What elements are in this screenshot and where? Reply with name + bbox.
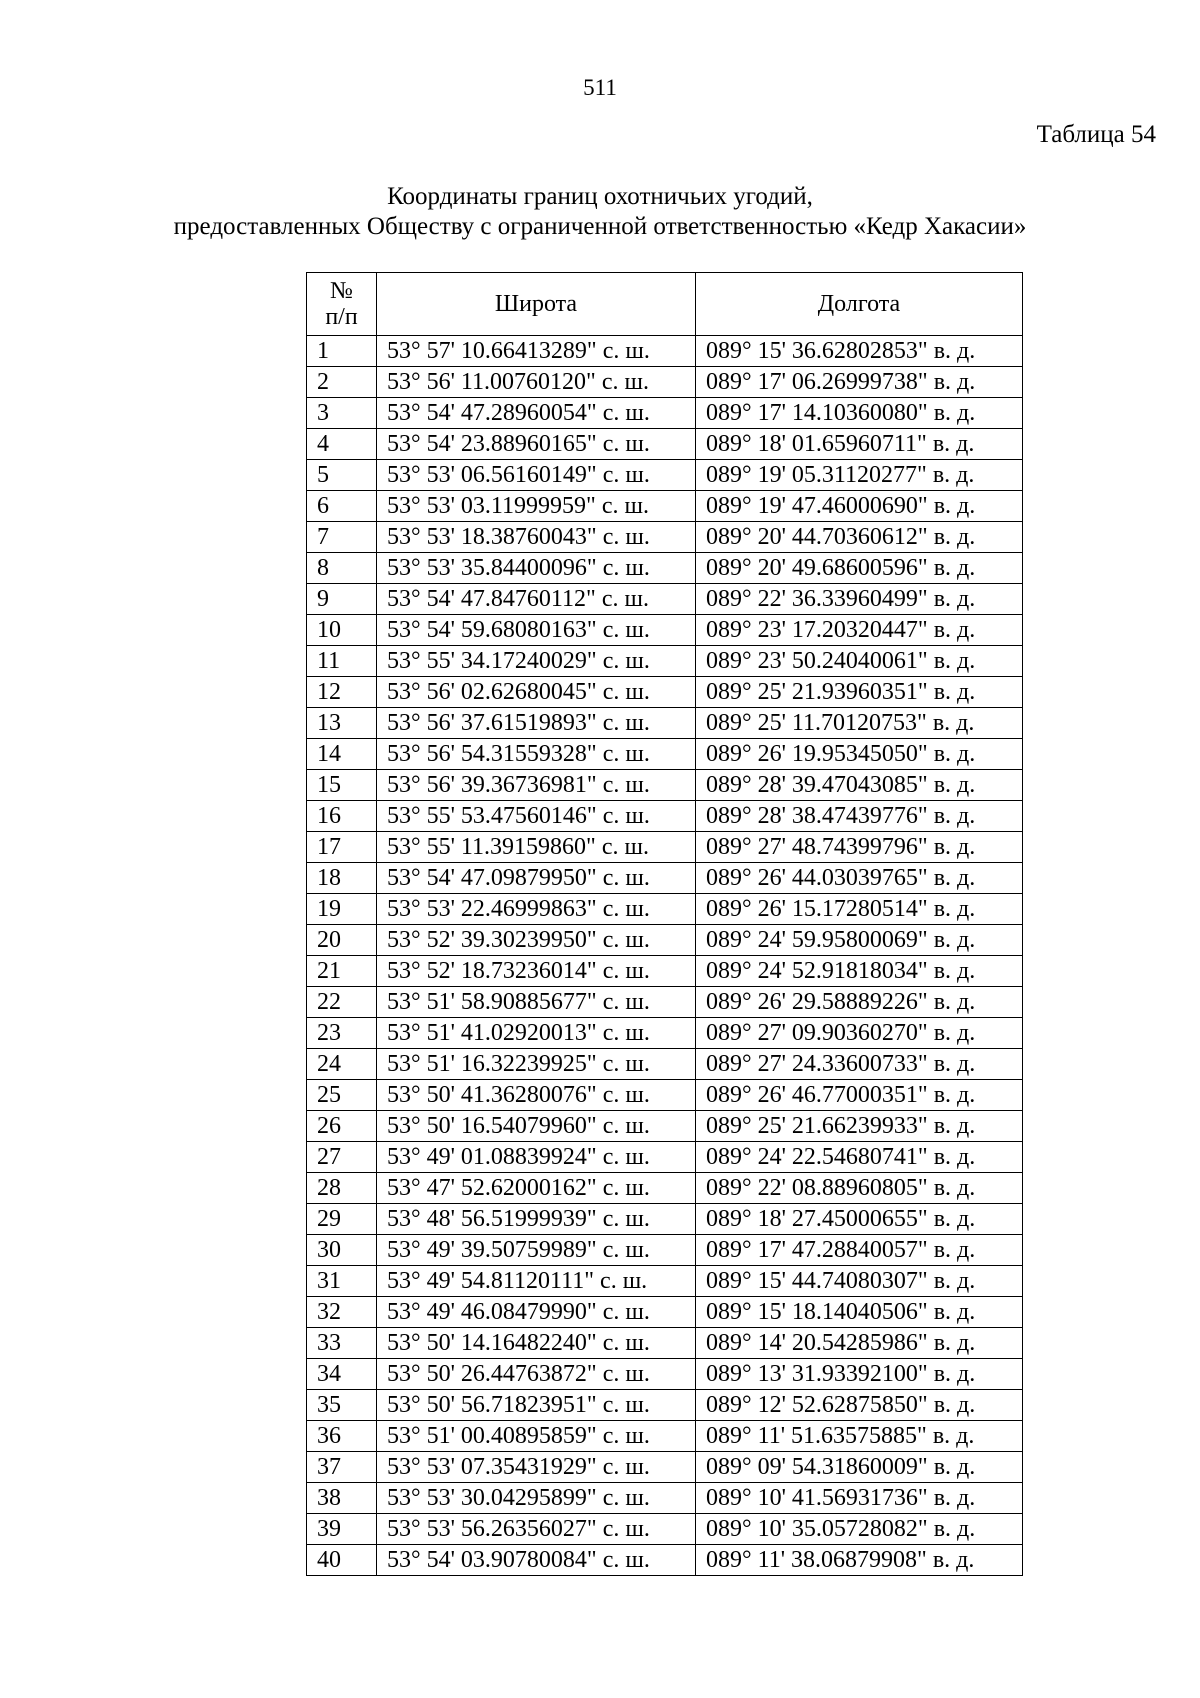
cell-latitude: 53° 50' 41.36280076" с. ш. xyxy=(377,1080,696,1111)
cell-latitude: 53° 51' 00.40895859" с. ш. xyxy=(377,1421,696,1452)
cell-number: 20 xyxy=(307,925,377,956)
cell-number: 19 xyxy=(307,894,377,925)
cell-latitude: 53° 56' 11.00760120" с. ш. xyxy=(377,367,696,398)
cell-number: 40 xyxy=(307,1545,377,1576)
cell-latitude: 53° 54' 47.28960054" с. ш. xyxy=(377,398,696,429)
cell-longitude: 089° 28' 38.47439776" в. д. xyxy=(696,801,1023,832)
cell-latitude: 53° 51' 16.32239925" с. ш. xyxy=(377,1049,696,1080)
cell-latitude: 53° 54' 59.68080163" с. ш. xyxy=(377,615,696,646)
table-row xyxy=(307,1235,1023,1266)
cell-longitude: 089° 20' 44.70360612" в. д. xyxy=(696,522,1023,553)
cell-latitude: 53° 57' 10.66413289" с. ш. xyxy=(377,336,696,367)
cell-longitude: 089° 18' 01.65960711" в. д. xyxy=(696,429,1023,460)
cell-number: 24 xyxy=(307,1049,377,1080)
table-row xyxy=(307,367,1023,398)
cell-longitude: 089° 24' 59.95800069" в. д. xyxy=(696,925,1023,956)
cell-latitude: 53° 53' 30.04295899" с. ш. xyxy=(377,1483,696,1514)
cell-longitude: 089° 26' 19.95345050" в. д. xyxy=(696,739,1023,770)
cell-longitude: 089° 19' 05.31120277" в. д. xyxy=(696,460,1023,491)
cell-longitude: 089° 15' 44.74080307" в. д. xyxy=(696,1266,1023,1297)
cell-longitude: 089° 15' 36.62802853" в. д. xyxy=(696,336,1023,367)
column-header-number-line-2: п/п xyxy=(325,304,358,330)
cell-longitude: 089° 26' 44.03039765" в. д. xyxy=(696,863,1023,894)
cell-latitude: 53° 53' 18.38760043" с. ш. xyxy=(377,522,696,553)
table-row xyxy=(307,1049,1023,1080)
cell-latitude: 53° 48' 56.51999939" с. ш. xyxy=(377,1204,696,1235)
table-row xyxy=(307,398,1023,429)
table-row xyxy=(307,584,1023,615)
cell-latitude: 53° 49' 39.50759989" с. ш. xyxy=(377,1235,696,1266)
table-row xyxy=(307,1142,1023,1173)
cell-longitude: 089° 24' 22.54680741" в. д. xyxy=(696,1142,1023,1173)
column-header-longitude: Долгота xyxy=(696,273,1023,336)
cell-number: 4 xyxy=(307,429,377,460)
table-row xyxy=(307,739,1023,770)
table-row xyxy=(307,336,1023,367)
document-title-line-1: Координаты границ охотничьих угодий, xyxy=(387,183,813,210)
cell-longitude: 089° 25' 21.66239933" в. д. xyxy=(696,1111,1023,1142)
table-row xyxy=(307,1483,1023,1514)
cell-longitude: 089° 09' 54.31860009" в. д. xyxy=(696,1452,1023,1483)
table-row xyxy=(307,615,1023,646)
table-row xyxy=(307,646,1023,677)
table-row xyxy=(307,1266,1023,1297)
table-row xyxy=(307,708,1023,739)
cell-longitude: 089° 28' 39.47043085" в. д. xyxy=(696,770,1023,801)
table-row xyxy=(307,894,1023,925)
cell-latitude: 53° 50' 16.54079960" с. ш. xyxy=(377,1111,696,1142)
cell-longitude: 089° 17' 14.10360080" в. д. xyxy=(696,398,1023,429)
page-number: 511 xyxy=(583,75,617,100)
table-row xyxy=(307,1297,1023,1328)
cell-number: 39 xyxy=(307,1514,377,1545)
cell-latitude: 53° 52' 18.73236014" с. ш. xyxy=(377,956,696,987)
cell-number: 25 xyxy=(307,1080,377,1111)
cell-latitude: 53° 49' 01.08839924" с. ш. xyxy=(377,1142,696,1173)
cell-number: 21 xyxy=(307,956,377,987)
table-row xyxy=(307,1514,1023,1545)
column-header-latitude: Широта xyxy=(377,273,696,336)
cell-longitude: 089° 12' 52.62875850" в. д. xyxy=(696,1390,1023,1421)
table-row xyxy=(307,925,1023,956)
cell-longitude: 089° 11' 38.06879908" в. д. xyxy=(696,1545,1023,1576)
cell-number: 27 xyxy=(307,1142,377,1173)
cell-number: 15 xyxy=(307,770,377,801)
table-row xyxy=(307,770,1023,801)
table-row xyxy=(307,863,1023,894)
cell-latitude: 53° 52' 39.30239950" с. ш. xyxy=(377,925,696,956)
cell-number: 9 xyxy=(307,584,377,615)
cell-longitude: 089° 19' 47.46000690" в. д. xyxy=(696,491,1023,522)
cell-longitude: 089° 17' 06.26999738" в. д. xyxy=(696,367,1023,398)
cell-latitude: 53° 56' 54.31559328" с. ш. xyxy=(377,739,696,770)
cell-latitude: 53° 55' 34.17240029" с. ш. xyxy=(377,646,696,677)
cell-latitude: 53° 53' 03.11999959" с. ш. xyxy=(377,491,696,522)
cell-number: 36 xyxy=(307,1421,377,1452)
cell-latitude: 53° 55' 11.39159860" с. ш. xyxy=(377,832,696,863)
cell-number: 29 xyxy=(307,1204,377,1235)
cell-number: 17 xyxy=(307,832,377,863)
cell-longitude: 089° 27' 09.90360270" в. д. xyxy=(696,1018,1023,1049)
cell-latitude: 53° 53' 35.84400096" с. ш. xyxy=(377,553,696,584)
cell-latitude: 53° 53' 56.26356027" с. ш. xyxy=(377,1514,696,1545)
cell-latitude: 53° 53' 07.35431929" с. ш. xyxy=(377,1452,696,1483)
cell-number: 18 xyxy=(307,863,377,894)
cell-number: 7 xyxy=(307,522,377,553)
table-row xyxy=(307,1359,1023,1390)
cell-longitude: 089° 17' 47.28840057" в. д. xyxy=(696,1235,1023,1266)
column-header-number-line-1: № xyxy=(330,278,353,304)
cell-number: 31 xyxy=(307,1266,377,1297)
cell-longitude: 089° 18' 27.45000655" в. д. xyxy=(696,1204,1023,1235)
cell-longitude: 089° 15' 18.14040506" в. д. xyxy=(696,1297,1023,1328)
cell-latitude: 53° 51' 58.90885677" с. ш. xyxy=(377,987,696,1018)
table-row xyxy=(307,832,1023,863)
cell-longitude: 089° 10' 41.56931736" в. д. xyxy=(696,1483,1023,1514)
cell-number: 23 xyxy=(307,1018,377,1049)
table-row xyxy=(307,491,1023,522)
table-row xyxy=(307,1018,1023,1049)
cell-latitude: 53° 56' 37.61519893" с. ш. xyxy=(377,708,696,739)
cell-latitude: 53° 56' 39.36736981" с. ш. xyxy=(377,770,696,801)
table-row xyxy=(307,1080,1023,1111)
cell-number: 8 xyxy=(307,553,377,584)
cell-longitude: 089° 22' 36.33960499" в. д. xyxy=(696,584,1023,615)
document-title xyxy=(0,182,1200,242)
cell-longitude: 089° 23' 50.24040061" в. д. xyxy=(696,646,1023,677)
cell-longitude: 089° 14' 20.54285986" в. д. xyxy=(696,1328,1023,1359)
cell-number: 14 xyxy=(307,739,377,770)
cell-number: 33 xyxy=(307,1328,377,1359)
cell-longitude: 089° 22' 08.88960805" в. д. xyxy=(696,1173,1023,1204)
cell-number: 5 xyxy=(307,460,377,491)
cell-longitude: 089° 20' 49.68600596" в. д. xyxy=(696,553,1023,584)
table-row xyxy=(307,1545,1023,1576)
cell-latitude: 53° 54' 03.90780084" с. ш. xyxy=(377,1545,696,1576)
cell-number: 1 xyxy=(307,336,377,367)
cell-longitude: 089° 11' 51.63575885" в. д. xyxy=(696,1421,1023,1452)
cell-number: 32 xyxy=(307,1297,377,1328)
cell-latitude: 53° 49' 46.08479990" с. ш. xyxy=(377,1297,696,1328)
table-row xyxy=(307,460,1023,491)
cell-longitude: 089° 23' 17.20320447" в. д. xyxy=(696,615,1023,646)
cell-number: 13 xyxy=(307,708,377,739)
table-row xyxy=(307,956,1023,987)
cell-latitude: 53° 50' 14.16482240" с. ш. xyxy=(377,1328,696,1359)
column-header-number xyxy=(307,273,377,336)
table-row xyxy=(307,553,1023,584)
cell-number: 38 xyxy=(307,1483,377,1514)
cell-latitude: 53° 49' 54.81120111" с. ш. xyxy=(377,1266,696,1297)
cell-longitude: 089° 27' 48.74399796" в. д. xyxy=(696,832,1023,863)
cell-latitude: 53° 53' 22.46999863" с. ш. xyxy=(377,894,696,925)
table-row xyxy=(307,987,1023,1018)
cell-latitude: 53° 50' 26.44763872" с. ш. xyxy=(377,1359,696,1390)
cell-number: 35 xyxy=(307,1390,377,1421)
table-body xyxy=(307,336,1023,1576)
table-row xyxy=(307,1421,1023,1452)
cell-number: 30 xyxy=(307,1235,377,1266)
cell-number: 11 xyxy=(307,646,377,677)
cell-longitude: 089° 24' 52.91818034" в. д. xyxy=(696,956,1023,987)
cell-longitude: 089° 10' 35.05728082" в. д. xyxy=(696,1514,1023,1545)
cell-number: 37 xyxy=(307,1452,377,1483)
table-row xyxy=(307,1390,1023,1421)
table-label: Таблица 54 xyxy=(1036,121,1156,148)
cell-latitude: 53° 54' 23.88960165" с. ш. xyxy=(377,429,696,460)
cell-latitude: 53° 47' 52.62000162" с. ш. xyxy=(377,1173,696,1204)
cell-longitude: 089° 25' 21.93960351" в. д. xyxy=(696,677,1023,708)
cell-longitude: 089° 13' 31.93392100" в. д. xyxy=(696,1359,1023,1390)
table-row xyxy=(307,429,1023,460)
cell-latitude: 53° 54' 47.09879950" с. ш. xyxy=(377,863,696,894)
cell-longitude: 089° 26' 29.58889226" в. д. xyxy=(696,987,1023,1018)
table-row xyxy=(307,1452,1023,1483)
cell-number: 6 xyxy=(307,491,377,522)
cell-latitude: 53° 54' 47.84760112" с. ш. xyxy=(377,584,696,615)
cell-latitude: 53° 50' 56.71823951" с. ш. xyxy=(377,1390,696,1421)
table-row xyxy=(307,1328,1023,1359)
table-row xyxy=(307,677,1023,708)
cell-number: 3 xyxy=(307,398,377,429)
cell-latitude: 53° 55' 53.47560146" с. ш. xyxy=(377,801,696,832)
cell-number: 10 xyxy=(307,615,377,646)
table-row xyxy=(307,801,1023,832)
table-row xyxy=(307,1173,1023,1204)
cell-latitude: 53° 51' 41.02920013" с. ш. xyxy=(377,1018,696,1049)
cell-number: 12 xyxy=(307,677,377,708)
cell-latitude: 53° 53' 06.56160149" с. ш. xyxy=(377,460,696,491)
cell-longitude: 089° 27' 24.33600733" в. д. xyxy=(696,1049,1023,1080)
table-row xyxy=(307,522,1023,553)
table-header-row xyxy=(307,273,1023,336)
cell-number: 34 xyxy=(307,1359,377,1390)
cell-number: 22 xyxy=(307,987,377,1018)
cell-longitude: 089° 26' 46.77000351" в. д. xyxy=(696,1080,1023,1111)
cell-longitude: 089° 25' 11.70120753" в. д. xyxy=(696,708,1023,739)
coordinates-table xyxy=(306,272,1023,1576)
cell-number: 28 xyxy=(307,1173,377,1204)
cell-number: 16 xyxy=(307,801,377,832)
document-title-line-2: предоставленных Обществу с ограниченной ответственностью «Кедр Хакасии» xyxy=(173,213,1027,240)
table-row xyxy=(307,1204,1023,1235)
table-row xyxy=(307,1111,1023,1142)
cell-latitude: 53° 56' 02.62680045" с. ш. xyxy=(377,677,696,708)
cell-number: 26 xyxy=(307,1111,377,1142)
cell-number: 2 xyxy=(307,367,377,398)
cell-longitude: 089° 26' 15.17280514" в. д. xyxy=(696,894,1023,925)
